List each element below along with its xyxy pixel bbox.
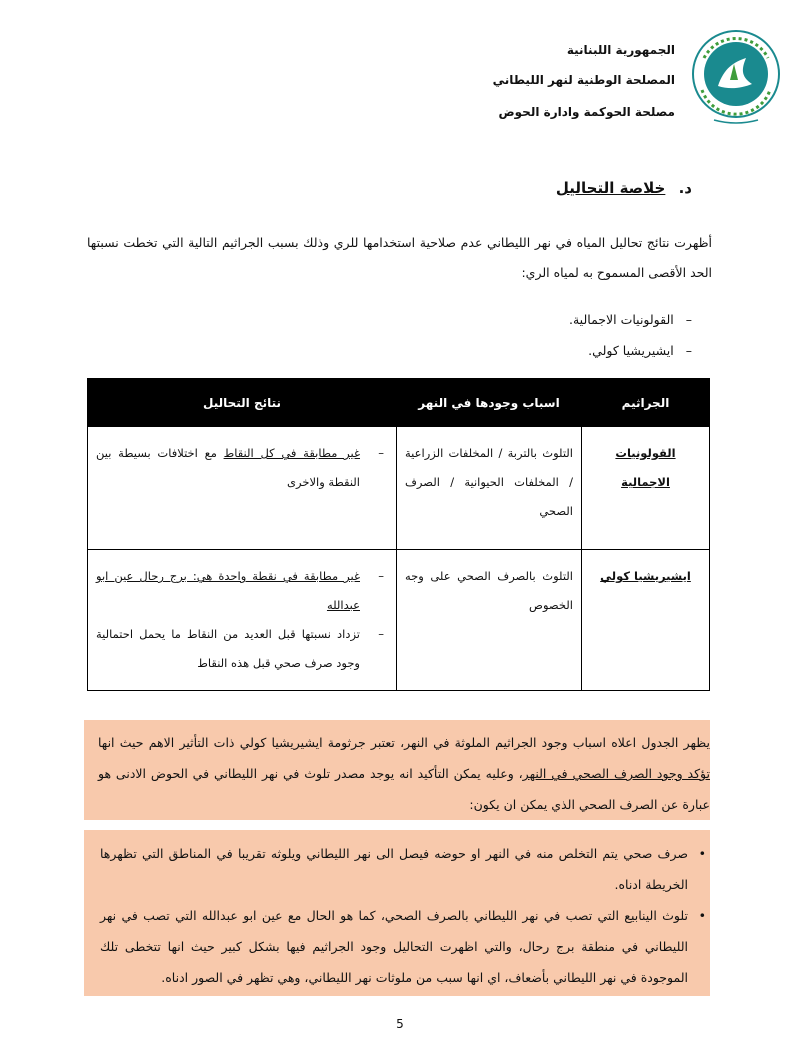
results-cell — [88, 427, 397, 550]
result-item — [96, 439, 388, 497]
result-text: تزداد نسبتها قبل العديد من النقاط ما يحمل احتمالية وجود صرف صحي قبل هذه النقاط — [96, 627, 360, 670]
organization-logo — [690, 28, 782, 128]
section-title — [556, 179, 692, 197]
highlight-text: ، وعليه يمكن التأكيد انه يوجد مصدر تلوث في نهر الليطاني في الحوض الادنى هو عبارة عن الصرف الصحي الذي يمكن ان يكون: — [98, 766, 710, 812]
cause-cell: التلوث بالتربة / المخلفات الزراعية / المخلفات الحيوانية / الصرف الصحي — [397, 427, 582, 550]
section-letter: د. — [678, 179, 692, 197]
intro-list — [569, 304, 692, 366]
results-cell — [88, 550, 397, 691]
table-row — [88, 427, 710, 550]
header-bacteria: الجراثيم — [582, 379, 710, 427]
header-authority: المصلحة الوطنية لنهر الليطاني — [492, 73, 675, 87]
list-item: • صرف صحي يتم التخلص منه في النهر او حوضه فيصل الى نهر الليطاني ويلوثه تقريبا في المناطق التي تظهرها الخريطة ادناه. — [100, 838, 708, 900]
highlight-text: يظهر الجدول اعلاه اسباب وجود الجراثيم الملوثة في النهر، تعتبر جرثومة ايشيريشيا كولي ذات التأثير الاهم حيث انها — [98, 735, 710, 750]
result-highlight: غير مطابقة في كل النقاط — [223, 446, 360, 460]
page-number: 5 — [396, 1017, 404, 1031]
highlight-underlined: تؤكد وجود الصرف الصحي في النهر — [522, 766, 710, 781]
highlight-paragraph — [98, 727, 710, 820]
result-item — [96, 620, 388, 678]
result-item — [96, 562, 388, 620]
list-item: – القولونيات الاجمالية. — [569, 304, 692, 335]
table-row — [88, 550, 710, 691]
bacteria-name-cell — [582, 550, 710, 691]
cause-cell: التلوث بالصرف الصحي على وجه الخصوص — [397, 550, 582, 691]
bacteria-name: القولونيات الاجمالية — [615, 446, 676, 489]
header-republic: الجمهورية اللبنانية — [566, 43, 675, 57]
result-text: مع اختلافات بسيطة بين النقطة والاخرى — [96, 446, 360, 489]
table-header-row — [88, 379, 710, 427]
result-highlight: غير مطابقة في نقطة واحدة هي: برج رحال عين ابو عبدالله — [96, 569, 360, 612]
list-item: • تلوث الينابيع التي تصب في نهر الليطاني بالصرف الصحي، كما هو الحال مع عين ابو عبدالله التي تصب في نهر الليطاني في منطقة برج رحال، والتي اظهرت التحاليل وجود الجراثيم فيها بشكل كبير حيث انها تتخطى تلك الموجودة في نهر الليطاني بأضعاف، اي انها سبب من ملوثات نهر الليطاني، وهي تظهر في الصور ادناه. — [100, 900, 708, 993]
intro-paragraph: أظهرت نتائج تحاليل المياه في نهر الليطاني عدم صلاحية استخدامها للري وذلك بسبب الجراثيم التالية التي تخطت نسبتها الحد الأقصى المسموح به لمياه الري: — [87, 235, 712, 280]
section-title-text: خلاصة التحاليل — [555, 179, 666, 197]
bacteria-name: ايشيريشيا كولي — [600, 569, 691, 583]
bacteria-table — [87, 378, 710, 691]
header-results: نتائج التحاليل — [88, 379, 397, 427]
bacteria-name-cell — [582, 427, 710, 550]
list-item: – ايشيريشيا كولي. — [569, 335, 692, 366]
pollution-sources-list — [100, 838, 708, 993]
header-causes: اسباب وجودها في النهر — [397, 379, 582, 427]
header-department: مصلحة الحوكمة وادارة الحوض — [498, 105, 675, 119]
